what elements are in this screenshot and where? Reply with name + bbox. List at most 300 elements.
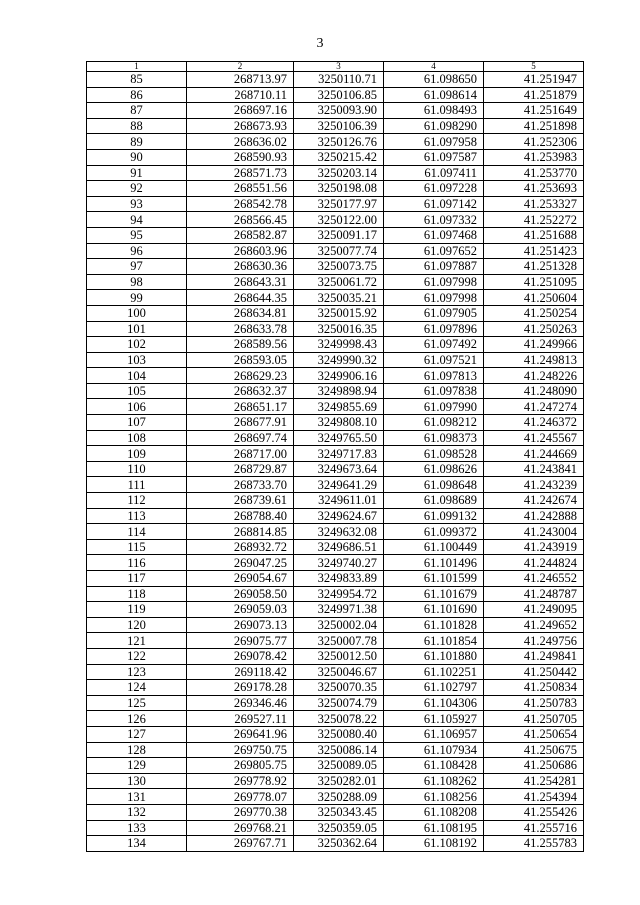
y-coordinate-cell: 3250359.05 (294, 820, 384, 836)
latitude-cell: 41.248090 (484, 383, 584, 399)
x-coordinate-cell: 268636.02 (187, 134, 294, 150)
table-row (87, 571, 584, 587)
y-coordinate-cell: 3249906.16 (294, 368, 384, 384)
page-number: 3 (316, 36, 324, 51)
point-number-cell: 86 (87, 87, 187, 103)
table-row (87, 461, 584, 477)
table-row (87, 290, 584, 306)
x-coordinate-cell: 269767.71 (187, 836, 294, 852)
latitude-cell: 41.255716 (484, 820, 584, 836)
y-coordinate-cell: 3250282.01 (294, 773, 384, 789)
table-row (87, 804, 584, 820)
x-coordinate-cell: 268717.00 (187, 446, 294, 462)
point-number-cell: 118 (87, 586, 187, 602)
y-coordinate-cell: 3250078.22 (294, 711, 384, 727)
point-number-cell: 97 (87, 259, 187, 275)
longitude-cell: 61.101599 (384, 571, 484, 587)
point-number-cell: 123 (87, 664, 187, 680)
latitude-cell: 41.249095 (484, 602, 584, 618)
y-coordinate-cell: 3250080.40 (294, 726, 384, 742)
x-coordinate-cell: 268603.96 (187, 243, 294, 259)
y-coordinate-cell: 3250074.79 (294, 695, 384, 711)
point-number-cell: 116 (87, 555, 187, 571)
table-row (87, 524, 584, 540)
table-row (87, 742, 584, 758)
table-row (87, 243, 584, 259)
x-coordinate-cell: 269527.11 (187, 711, 294, 727)
latitude-cell: 41.242674 (484, 493, 584, 509)
point-number-cell: 112 (87, 493, 187, 509)
point-number-cell: 133 (87, 820, 187, 836)
x-coordinate-cell: 269075.77 (187, 633, 294, 649)
x-coordinate-cell: 268697.74 (187, 430, 294, 446)
longitude-cell: 61.106957 (384, 726, 484, 742)
table-row (87, 648, 584, 664)
x-coordinate-cell: 269178.28 (187, 680, 294, 696)
x-coordinate-cell: 268788.40 (187, 508, 294, 524)
x-coordinate-cell: 268677.91 (187, 415, 294, 431)
longitude-cell: 61.097813 (384, 368, 484, 384)
table-row (87, 368, 584, 384)
x-coordinate-cell: 268589.56 (187, 337, 294, 353)
point-number-cell: 85 (87, 72, 187, 88)
longitude-cell: 61.097838 (384, 383, 484, 399)
longitude-cell: 61.097332 (384, 212, 484, 228)
table-row (87, 477, 584, 493)
x-coordinate-cell: 269054.67 (187, 571, 294, 587)
x-coordinate-cell: 268630.36 (187, 259, 294, 275)
latitude-cell: 41.250442 (484, 664, 584, 680)
point-number-cell: 103 (87, 352, 187, 368)
table-body (87, 72, 584, 852)
point-number-cell: 94 (87, 212, 187, 228)
table-row (87, 259, 584, 275)
longitude-cell: 61.108262 (384, 773, 484, 789)
y-coordinate-cell: 3250089.05 (294, 758, 384, 774)
longitude-cell: 61.097990 (384, 399, 484, 415)
table-row (87, 321, 584, 337)
longitude-cell: 61.098493 (384, 103, 484, 119)
longitude-cell: 61.097492 (384, 337, 484, 353)
y-coordinate-cell: 3250012.50 (294, 648, 384, 664)
longitude-cell: 61.097896 (384, 321, 484, 337)
x-coordinate-cell: 268634.81 (187, 305, 294, 321)
y-coordinate-cell: 3249998.43 (294, 337, 384, 353)
latitude-cell: 41.252306 (484, 134, 584, 150)
latitude-cell: 41.249841 (484, 648, 584, 664)
latitude-cell: 41.249966 (484, 337, 584, 353)
table-row (87, 758, 584, 774)
longitude-cell: 61.097468 (384, 227, 484, 243)
latitude-cell: 41.248787 (484, 586, 584, 602)
latitude-cell: 41.248226 (484, 368, 584, 384)
x-coordinate-cell: 269770.38 (187, 804, 294, 820)
longitude-cell: 61.098212 (384, 415, 484, 431)
latitude-cell: 41.250654 (484, 726, 584, 742)
x-coordinate-cell: 268644.35 (187, 290, 294, 306)
longitude-cell: 61.105927 (384, 711, 484, 727)
point-number-cell: 107 (87, 415, 187, 431)
y-coordinate-cell: 3249641.29 (294, 477, 384, 493)
latitude-cell: 41.249652 (484, 617, 584, 633)
y-coordinate-cell: 3250002.04 (294, 617, 384, 633)
longitude-cell: 61.097142 (384, 196, 484, 212)
y-coordinate-cell: 3250362.64 (294, 836, 384, 852)
table-row (87, 711, 584, 727)
table-row (87, 820, 584, 836)
y-coordinate-cell: 3250106.39 (294, 118, 384, 134)
y-coordinate-cell: 3250091.17 (294, 227, 384, 243)
point-number-cell: 127 (87, 726, 187, 742)
point-number-cell: 131 (87, 789, 187, 805)
y-coordinate-cell: 3250288.09 (294, 789, 384, 805)
x-coordinate-cell: 269805.75 (187, 758, 294, 774)
x-coordinate-cell: 269118.42 (187, 664, 294, 680)
y-coordinate-cell: 3250016.35 (294, 321, 384, 337)
table-row (87, 337, 584, 353)
table-row (87, 680, 584, 696)
latitude-cell: 41.251328 (484, 259, 584, 275)
longitude-cell: 61.101679 (384, 586, 484, 602)
table-row (87, 383, 584, 399)
point-number-cell: 111 (87, 477, 187, 493)
latitude-cell: 41.251898 (484, 118, 584, 134)
latitude-cell: 41.247274 (484, 399, 584, 415)
point-number-cell: 100 (87, 305, 187, 321)
longitude-cell: 61.102251 (384, 664, 484, 680)
point-number-cell: 134 (87, 836, 187, 852)
y-coordinate-cell: 3249624.67 (294, 508, 384, 524)
x-coordinate-cell: 268697.16 (187, 103, 294, 119)
x-coordinate-cell: 269768.21 (187, 820, 294, 836)
latitude-cell: 41.250675 (484, 742, 584, 758)
point-number-cell: 128 (87, 742, 187, 758)
point-number-cell: 129 (87, 758, 187, 774)
table-row (87, 118, 584, 134)
latitude-cell: 41.243919 (484, 539, 584, 555)
latitude-cell: 41.246372 (484, 415, 584, 431)
point-number-cell: 110 (87, 461, 187, 477)
point-number-cell: 114 (87, 524, 187, 540)
y-coordinate-cell: 3250061.72 (294, 274, 384, 290)
latitude-cell: 41.250604 (484, 290, 584, 306)
latitude-cell: 41.244669 (484, 446, 584, 462)
x-coordinate-cell: 268814.85 (187, 524, 294, 540)
point-number-cell: 92 (87, 181, 187, 197)
latitude-cell: 41.243239 (484, 477, 584, 493)
y-coordinate-cell: 3250007.78 (294, 633, 384, 649)
x-coordinate-cell: 268551.56 (187, 181, 294, 197)
longitude-cell: 61.098614 (384, 87, 484, 103)
point-number-cell: 120 (87, 617, 187, 633)
y-coordinate-cell: 3249855.69 (294, 399, 384, 415)
latitude-cell: 41.250263 (484, 321, 584, 337)
table-row (87, 539, 584, 555)
x-coordinate-cell: 269641.96 (187, 726, 294, 742)
point-number-cell: 119 (87, 602, 187, 618)
table-row (87, 196, 584, 212)
point-number-cell: 124 (87, 680, 187, 696)
table-row (87, 87, 584, 103)
latitude-cell: 41.252272 (484, 212, 584, 228)
x-coordinate-cell: 269047.25 (187, 555, 294, 571)
latitude-cell: 41.251095 (484, 274, 584, 290)
y-coordinate-cell: 3249611.01 (294, 493, 384, 509)
x-coordinate-cell: 268643.31 (187, 274, 294, 290)
y-coordinate-cell: 3250177.97 (294, 196, 384, 212)
x-coordinate-cell: 269073.13 (187, 617, 294, 633)
y-coordinate-cell: 3249673.64 (294, 461, 384, 477)
longitude-cell: 61.101496 (384, 555, 484, 571)
latitude-cell: 41.253693 (484, 181, 584, 197)
y-coordinate-cell: 3249954.72 (294, 586, 384, 602)
table-row (87, 430, 584, 446)
x-coordinate-cell: 268729.87 (187, 461, 294, 477)
table-row (87, 415, 584, 431)
y-coordinate-cell: 3249740.27 (294, 555, 384, 571)
point-number-cell: 105 (87, 383, 187, 399)
longitude-cell: 61.098528 (384, 446, 484, 462)
table-row (87, 149, 584, 165)
x-coordinate-cell: 269078.42 (187, 648, 294, 664)
x-coordinate-cell: 268566.45 (187, 212, 294, 228)
point-number-cell: 101 (87, 321, 187, 337)
latitude-cell: 41.249813 (484, 352, 584, 368)
point-number-cell: 109 (87, 446, 187, 462)
x-coordinate-cell: 268629.23 (187, 368, 294, 384)
table-row (87, 726, 584, 742)
y-coordinate-cell: 3250093.90 (294, 103, 384, 119)
point-number-cell: 122 (87, 648, 187, 664)
table-row (87, 836, 584, 852)
longitude-cell: 61.097998 (384, 290, 484, 306)
table-row (87, 181, 584, 197)
y-coordinate-cell: 3250106.85 (294, 87, 384, 103)
point-number-cell: 121 (87, 633, 187, 649)
table-row (87, 602, 584, 618)
x-coordinate-cell: 268632.37 (187, 383, 294, 399)
y-coordinate-cell: 3250070.35 (294, 680, 384, 696)
point-number-cell: 99 (87, 290, 187, 306)
longitude-cell: 61.108256 (384, 789, 484, 805)
longitude-cell: 61.098648 (384, 477, 484, 493)
table-row (87, 555, 584, 571)
column-header-4: 4 (384, 62, 484, 72)
x-coordinate-cell: 268593.05 (187, 352, 294, 368)
longitude-cell: 61.098290 (384, 118, 484, 134)
table-row (87, 399, 584, 415)
y-coordinate-cell: 3250343.45 (294, 804, 384, 820)
y-coordinate-cell: 3250203.14 (294, 165, 384, 181)
table-row (87, 103, 584, 119)
x-coordinate-cell: 268651.17 (187, 399, 294, 415)
latitude-cell: 41.250705 (484, 711, 584, 727)
y-coordinate-cell: 3250046.67 (294, 664, 384, 680)
longitude-cell: 61.097652 (384, 243, 484, 259)
latitude-cell: 41.250686 (484, 758, 584, 774)
table-row (87, 352, 584, 368)
y-coordinate-cell: 3250086.14 (294, 742, 384, 758)
longitude-cell: 61.098689 (384, 493, 484, 509)
column-header-2: 2 (187, 62, 294, 72)
latitude-cell: 41.243841 (484, 461, 584, 477)
longitude-cell: 61.101854 (384, 633, 484, 649)
longitude-cell: 61.108428 (384, 758, 484, 774)
x-coordinate-cell: 268582.87 (187, 227, 294, 243)
column-header-5: 5 (484, 62, 584, 72)
longitude-cell: 61.097998 (384, 274, 484, 290)
point-number-cell: 117 (87, 571, 187, 587)
y-coordinate-cell: 3249833.89 (294, 571, 384, 587)
longitude-cell: 61.099372 (384, 524, 484, 540)
table-row (87, 274, 584, 290)
x-coordinate-cell: 268739.61 (187, 493, 294, 509)
longitude-cell: 61.108195 (384, 820, 484, 836)
latitude-cell: 41.255426 (484, 804, 584, 820)
column-number-row (87, 62, 584, 72)
y-coordinate-cell: 3250077.74 (294, 243, 384, 259)
y-coordinate-cell: 3249898.94 (294, 383, 384, 399)
longitude-cell: 61.108208 (384, 804, 484, 820)
x-coordinate-cell: 268932.72 (187, 539, 294, 555)
latitude-cell: 41.242888 (484, 508, 584, 524)
column-header-1: 1 (87, 62, 187, 72)
x-coordinate-cell: 269778.07 (187, 789, 294, 805)
table-row (87, 212, 584, 228)
table-row (87, 617, 584, 633)
latitude-cell: 41.251947 (484, 72, 584, 88)
point-number-cell: 102 (87, 337, 187, 353)
table-row (87, 633, 584, 649)
longitude-cell: 61.097958 (384, 134, 484, 150)
latitude-cell: 41.250783 (484, 695, 584, 711)
longitude-cell: 61.097228 (384, 181, 484, 197)
y-coordinate-cell: 3250110.71 (294, 72, 384, 88)
point-number-cell: 98 (87, 274, 187, 290)
latitude-cell: 41.251688 (484, 227, 584, 243)
table-row (87, 508, 584, 524)
x-coordinate-cell: 268673.93 (187, 118, 294, 134)
longitude-cell: 61.099132 (384, 508, 484, 524)
latitude-cell: 41.253770 (484, 165, 584, 181)
latitude-cell: 41.254394 (484, 789, 584, 805)
y-coordinate-cell: 3249990.32 (294, 352, 384, 368)
longitude-cell: 61.098650 (384, 72, 484, 88)
table-row (87, 134, 584, 150)
x-coordinate-cell: 269778.92 (187, 773, 294, 789)
longitude-cell: 61.100449 (384, 539, 484, 555)
longitude-cell: 61.097411 (384, 165, 484, 181)
y-coordinate-cell: 3250073.75 (294, 259, 384, 275)
x-coordinate-cell: 268733.70 (187, 477, 294, 493)
longitude-cell: 61.108192 (384, 836, 484, 852)
longitude-cell: 61.104306 (384, 695, 484, 711)
latitude-cell: 41.251423 (484, 243, 584, 259)
table-row (87, 586, 584, 602)
point-number-cell: 104 (87, 368, 187, 384)
point-number-cell: 126 (87, 711, 187, 727)
x-coordinate-cell: 269750.75 (187, 742, 294, 758)
x-coordinate-cell: 269346.46 (187, 695, 294, 711)
y-coordinate-cell: 3249808.10 (294, 415, 384, 431)
longitude-cell: 61.101880 (384, 648, 484, 664)
point-number-cell: 88 (87, 118, 187, 134)
table-row (87, 695, 584, 711)
point-number-cell: 96 (87, 243, 187, 259)
latitude-cell: 41.249756 (484, 633, 584, 649)
table-row (87, 446, 584, 462)
latitude-cell: 41.246552 (484, 571, 584, 587)
table-row (87, 72, 584, 88)
latitude-cell: 41.251879 (484, 87, 584, 103)
y-coordinate-cell: 3250215.42 (294, 149, 384, 165)
y-coordinate-cell: 3250122.00 (294, 212, 384, 228)
y-coordinate-cell: 3250198.08 (294, 181, 384, 197)
longitude-cell: 61.097587 (384, 149, 484, 165)
latitude-cell: 41.250834 (484, 680, 584, 696)
table-row (87, 227, 584, 243)
point-number-cell: 108 (87, 430, 187, 446)
column-header-3: 3 (294, 62, 384, 72)
coordinates-table (86, 61, 584, 852)
x-coordinate-cell: 268713.97 (187, 72, 294, 88)
latitude-cell: 41.244824 (484, 555, 584, 571)
y-coordinate-cell: 3250126.76 (294, 134, 384, 150)
y-coordinate-cell: 3249765.50 (294, 430, 384, 446)
latitude-cell: 41.255783 (484, 836, 584, 852)
latitude-cell: 41.245567 (484, 430, 584, 446)
y-coordinate-cell: 3249632.08 (294, 524, 384, 540)
x-coordinate-cell: 269059.03 (187, 602, 294, 618)
table-row (87, 305, 584, 321)
x-coordinate-cell: 269058.50 (187, 586, 294, 602)
point-number-cell: 91 (87, 165, 187, 181)
point-number-cell: 125 (87, 695, 187, 711)
latitude-cell: 41.253327 (484, 196, 584, 212)
longitude-cell: 61.097521 (384, 352, 484, 368)
x-coordinate-cell: 268571.73 (187, 165, 294, 181)
point-number-cell: 106 (87, 399, 187, 415)
table-row (87, 493, 584, 509)
point-number-cell: 87 (87, 103, 187, 119)
longitude-cell: 61.107934 (384, 742, 484, 758)
longitude-cell: 61.098626 (384, 461, 484, 477)
point-number-cell: 113 (87, 508, 187, 524)
table-row (87, 789, 584, 805)
longitude-cell: 61.097887 (384, 259, 484, 275)
longitude-cell: 61.101690 (384, 602, 484, 618)
y-coordinate-cell: 3249686.51 (294, 539, 384, 555)
y-coordinate-cell: 3249971.38 (294, 602, 384, 618)
x-coordinate-cell: 268633.78 (187, 321, 294, 337)
longitude-cell: 61.097905 (384, 305, 484, 321)
y-coordinate-cell: 3249717.83 (294, 446, 384, 462)
point-number-cell: 130 (87, 773, 187, 789)
point-number-cell: 93 (87, 196, 187, 212)
point-number-cell: 115 (87, 539, 187, 555)
x-coordinate-cell: 268542.78 (187, 196, 294, 212)
y-coordinate-cell: 3250035.21 (294, 290, 384, 306)
latitude-cell: 41.254281 (484, 773, 584, 789)
longitude-cell: 61.101828 (384, 617, 484, 633)
longitude-cell: 61.098373 (384, 430, 484, 446)
x-coordinate-cell: 268710.11 (187, 87, 294, 103)
x-coordinate-cell: 268590.93 (187, 149, 294, 165)
latitude-cell: 41.243004 (484, 524, 584, 540)
y-coordinate-cell: 3250015.92 (294, 305, 384, 321)
latitude-cell: 41.253983 (484, 149, 584, 165)
table-row (87, 165, 584, 181)
